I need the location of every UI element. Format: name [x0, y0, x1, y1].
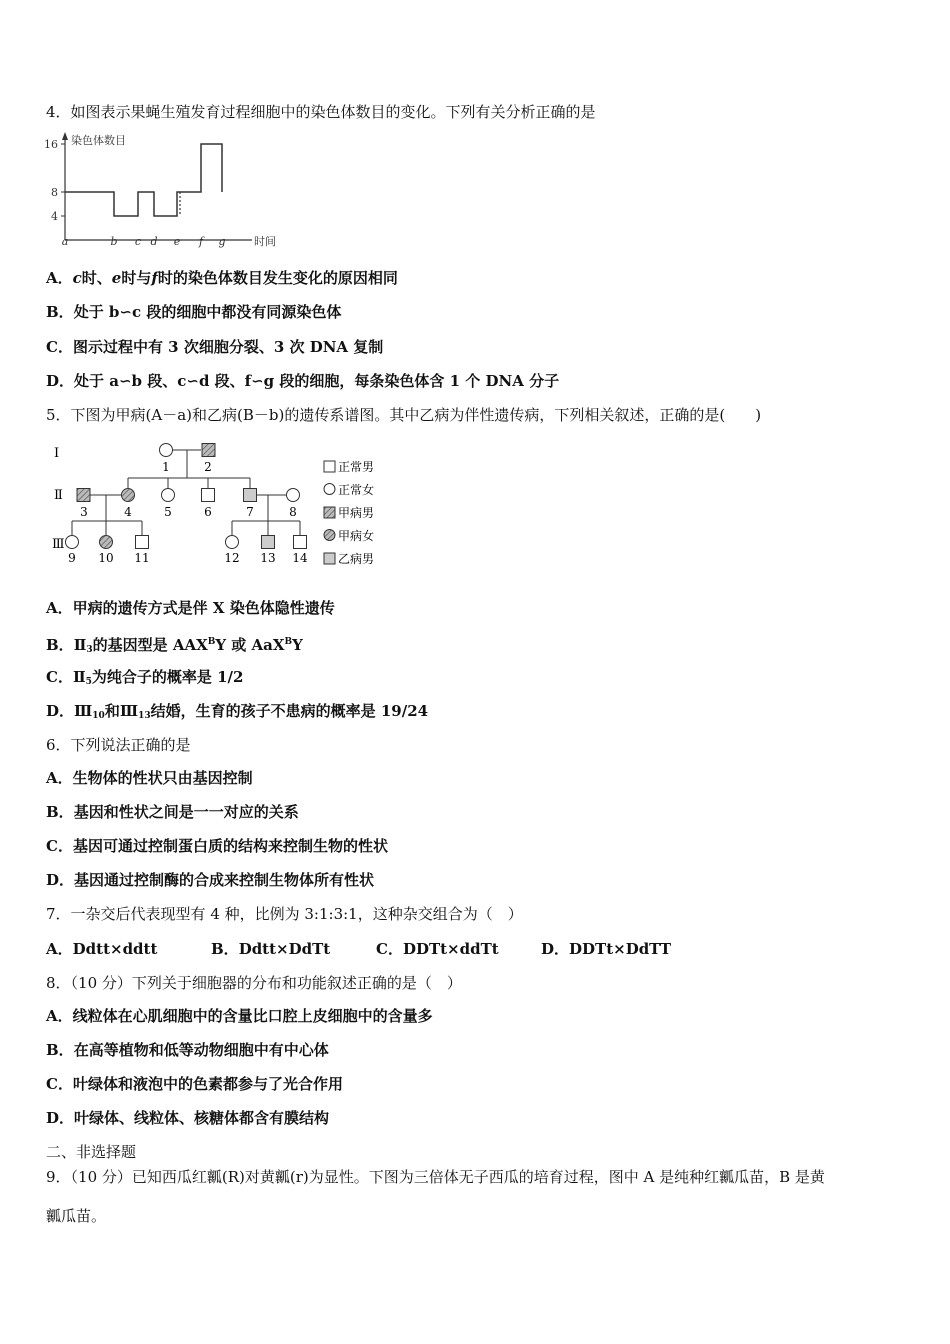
generation-label: Ⅰ [54, 446, 60, 461]
option-text: Ⅲ [74, 702, 93, 720]
individual-number: 14 [292, 551, 308, 565]
option-text: 在高等植物和低等动物细胞中有中心体 [73, 1041, 329, 1059]
individual-7-affected-male-b [244, 489, 257, 502]
q6-option-d[interactable] [46, 870, 374, 890]
individual-11-normal-male [136, 536, 149, 549]
option-text: 处于 a∽b 段、c∽d 段、f∽g 段的细胞，每条染色体含 1 个 DNA 分子 [74, 372, 560, 390]
option-text: 结婚，生育的孩子不患病的概率是 19/24 [150, 702, 429, 720]
individual-number: 13 [260, 551, 276, 565]
individual-14-normal-male [294, 536, 307, 549]
legend-affected-female-a-icon [324, 530, 335, 541]
q6-option-c[interactable] [46, 836, 388, 856]
individual-10-affected-female-a [100, 536, 113, 549]
option-text: Ⅱ [73, 636, 87, 654]
legend-label: 甲病男 [338, 506, 375, 520]
option-text: 图示过程中有 3 次细胞分裂、3 次 DNA 复制 [72, 338, 384, 356]
subscript: 5 [85, 677, 92, 687]
q4-option-d[interactable] [46, 371, 559, 391]
option-text: 的基因型是 AAX [92, 636, 208, 654]
option-text: 叶绿体、线粒体、核糖体都含有膜结构 [74, 1109, 330, 1127]
q4-option-a[interactable] [46, 268, 398, 288]
x-axis-label: 时间 [254, 235, 276, 248]
subscript: 10 [92, 711, 105, 721]
q8-option-c[interactable] [46, 1074, 343, 1094]
option-label: B． [211, 940, 239, 958]
legend-affected-male-a-icon [324, 507, 335, 518]
q8-option-d[interactable] [46, 1108, 329, 1128]
option-label: A． [46, 599, 73, 617]
q5-option-d[interactable] [46, 701, 428, 726]
y-tick-label: 8 [51, 186, 58, 199]
q9-stem-line2: 瓤瓜苗。 [46, 1207, 107, 1225]
legend-affected-male-b-icon [324, 553, 335, 564]
individual-9-normal-female [66, 536, 79, 549]
q8-option-a[interactable] [46, 1006, 433, 1026]
individual-2-affected-male-a [202, 444, 215, 457]
option-label: D． [46, 871, 75, 889]
individual-number: 3 [80, 505, 88, 519]
option-text: 甲病的遗传方式是伴 X 染色体隐性遗传 [72, 599, 335, 617]
option-label: A． [46, 269, 73, 287]
q5-stem: 5．下图为甲病(A－a)和乙病(B－b)的遗传系谱图。其中乙病为伴性遗传病，下列相关叙述，正确的是( ) [46, 406, 762, 424]
option-label: B． [46, 1041, 74, 1059]
individual-12-normal-female [226, 536, 239, 549]
q7-stem: 7．一杂交后代表现型有 4 种，比例为 3:1:3:1，这种杂交组合为（ ） [46, 905, 523, 923]
y-axis-label: 染色体数目 [71, 134, 126, 147]
q9-stem-line1: 9．（10 分）已知西瓜红瓤(R)对黄瓤(r)为显性。下图为三倍体无子西瓜的培育过程，图中 A 是纯种红瓤瓜苗，B 是黄 [46, 1168, 825, 1186]
q5-option-b[interactable] [46, 632, 303, 660]
legend-label: 乙病男 [338, 552, 375, 566]
superscript: B [284, 637, 293, 647]
option-label: C． [46, 668, 73, 686]
q4-option-c[interactable] [46, 337, 383, 357]
individual-4-affected-female-a [122, 489, 135, 502]
option-text: 生物体的性状只由基因控制 [72, 769, 253, 787]
option-text: 为纯合子的概率是 1/2 [91, 668, 244, 686]
option-text: Ddtt×DdTt [238, 940, 331, 958]
option-label: B． [46, 303, 74, 321]
legend-label: 正常女 [338, 483, 375, 497]
option-text: Y 或 AaX [215, 636, 285, 654]
q4-stem: 4．如图表示果蝇生殖发育过程细胞中的染色体数目的变化。下列有关分析正确的是 [46, 103, 596, 121]
option-text: 时的染色体数目发生变化的原因相同 [157, 269, 398, 287]
section-heading: 二、非选择题 [46, 1143, 137, 1161]
individual-number: 8 [289, 505, 297, 519]
individual-number: 1 [162, 460, 170, 474]
option-text: e [111, 269, 122, 287]
legend-normal-male-icon [324, 461, 335, 472]
option-text: 处于 b∽c 段的细胞中都没有同源染色体 [73, 303, 342, 321]
x-tick-label: a [61, 235, 69, 248]
option-label: D． [46, 1109, 75, 1127]
subscript: 13 [138, 711, 151, 721]
y-axis-arrow [62, 132, 68, 140]
option-label: B． [46, 636, 74, 654]
option-label: C． [46, 837, 73, 855]
individual-number: 7 [246, 505, 254, 519]
individual-6-normal-male [202, 489, 215, 502]
q7-option-a[interactable] [46, 939, 157, 959]
individual-number: 12 [224, 551, 240, 565]
individual-number: 5 [164, 505, 172, 519]
x-tick-label: f [198, 235, 204, 248]
option-text: 基因通过控制酶的合成来控制生物体所有性状 [74, 871, 375, 889]
y-tick-label: 4 [51, 210, 58, 223]
option-label: A． [46, 1007, 73, 1025]
option-text: DDTt×DdTT [569, 940, 671, 958]
option-text: Y [292, 636, 303, 654]
x-tick-label: e [173, 235, 181, 248]
individual-1-normal-female [160, 444, 173, 457]
option-label: D． [541, 940, 570, 958]
legend-label: 正常男 [338, 460, 375, 474]
option-text: Ddtt×ddtt [72, 940, 158, 958]
option-label: D． [46, 372, 75, 390]
generation-label: Ⅱ [54, 488, 63, 503]
individual-number: 10 [98, 551, 114, 565]
x-tick-label: d [150, 235, 158, 248]
q5-option-c[interactable] [46, 667, 243, 692]
x-tick-label: c [134, 235, 142, 248]
option-label: B． [46, 803, 74, 821]
individual-8-normal-female [287, 489, 300, 502]
q4-chromosome-chart [40, 130, 280, 252]
q7-option-d[interactable] [541, 939, 671, 959]
superscript: B [207, 637, 216, 647]
chromosome-line [65, 144, 222, 216]
option-text: 叶绿体和液泡中的色素都参与了光合作用 [72, 1075, 343, 1093]
x-tick-label: b [110, 235, 118, 248]
individual-number: 4 [124, 505, 132, 519]
individual-number: 6 [204, 505, 212, 519]
q6-stem: 6．下列说法正确的是 [46, 736, 191, 754]
option-label: C． [46, 338, 73, 356]
option-text: DDTt×ddTt [402, 940, 499, 958]
q7-option-b[interactable] [211, 939, 330, 959]
option-text: 基因和性状之间是一一对应的关系 [73, 803, 299, 821]
option-text: f [151, 269, 158, 287]
q6-option-a[interactable] [46, 768, 253, 788]
q8-option-b[interactable] [46, 1040, 329, 1060]
q8-stem: 8．（10 分）下列关于细胞器的分布和功能叙述正确的是（ ） [46, 974, 462, 992]
option-label: D． [46, 702, 75, 720]
individual-number: 11 [134, 551, 150, 565]
y-tick-label: 16 [44, 138, 58, 151]
q6-option-b[interactable] [46, 802, 299, 822]
individual-number: 2 [204, 460, 212, 474]
q5-pedigree [46, 436, 396, 571]
option-text: 线粒体在心肌细胞中的含量比口腔上皮细胞中的含量多 [72, 1007, 433, 1025]
individual-13-affected-male-b [262, 536, 275, 549]
option-text: 时与 [121, 269, 152, 287]
option-text: 基因可通过控制蛋白质的结构来控制生物的性状 [72, 837, 388, 855]
option-text: 和Ⅲ [104, 702, 139, 720]
x-tick-label: g [218, 235, 226, 248]
individual-5-normal-female [162, 489, 175, 502]
option-text: c [72, 269, 82, 287]
option-label: A． [46, 940, 73, 958]
option-text: Ⅱ [72, 668, 86, 686]
subscript: 3 [86, 645, 93, 655]
option-label: C． [376, 940, 403, 958]
q5-option-a[interactable] [46, 598, 335, 618]
option-label: C． [46, 1075, 73, 1093]
q7-option-c[interactable] [376, 939, 499, 959]
generation-label: Ⅲ [52, 537, 65, 552]
option-label: A． [46, 769, 73, 787]
legend-normal-female-icon [324, 484, 335, 495]
individual-number: 9 [68, 551, 76, 565]
individual-3-affected-male-a [77, 489, 90, 502]
option-text: 时、 [81, 269, 112, 287]
legend-label: 甲病女 [338, 529, 375, 543]
q4-option-b[interactable] [46, 302, 341, 322]
